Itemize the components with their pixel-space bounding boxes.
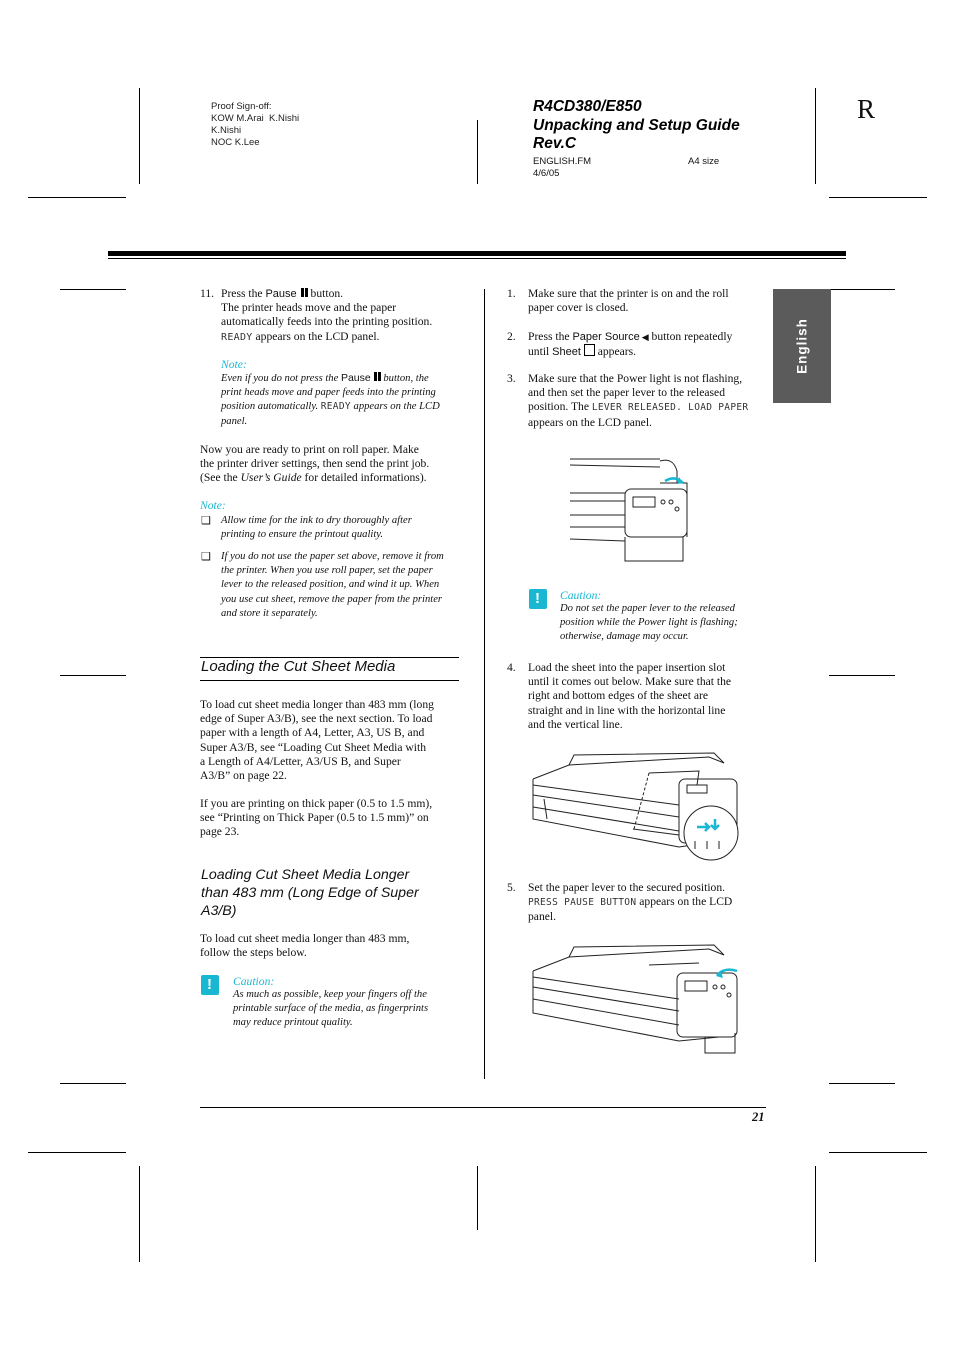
crop-mark xyxy=(139,1166,140,1262)
step-11 xyxy=(200,287,465,345)
proof-line: NOC K.Lee xyxy=(211,137,260,148)
printer-illustration-loading xyxy=(529,749,743,863)
crop-mark xyxy=(60,1083,126,1084)
crop-mark xyxy=(477,120,478,184)
text: If you are printing on thick paper (0.5 to 1.5 mm), xyxy=(200,797,433,810)
footer-rule xyxy=(200,1107,766,1108)
crop-mark xyxy=(829,289,895,290)
guide-title: User’s Guide xyxy=(240,471,302,485)
text: Now you are ready to print on roll paper. Make xyxy=(200,443,419,456)
step-3 xyxy=(507,372,772,430)
column-divider xyxy=(484,289,485,1079)
step-number: 11. xyxy=(200,287,215,300)
pause-key: Pause xyxy=(265,288,297,300)
crop-mark xyxy=(829,1083,895,1084)
paragraph xyxy=(200,932,465,960)
step-number: 1. xyxy=(507,287,516,300)
text: and store it separately. xyxy=(221,607,318,619)
step-1 xyxy=(507,287,772,315)
printer-illustration-secured xyxy=(529,941,743,1057)
text: may reduce printout quality. xyxy=(233,1017,353,1029)
note-1 xyxy=(221,358,471,429)
doc-title xyxy=(533,98,740,154)
text: a Length of A4/Letter, A3/US B, and Super xyxy=(200,754,401,768)
file-name: ENGLISH.FM xyxy=(533,156,592,167)
pause-key: Pause xyxy=(340,372,371,384)
note-label: Note: xyxy=(221,358,247,371)
text: panel. xyxy=(221,415,248,427)
lcd-text: PRESS PAUSE BUTTON xyxy=(528,897,637,909)
text: Press the xyxy=(221,287,266,300)
step-number: 5. xyxy=(507,881,516,894)
caution-label: Caution: xyxy=(560,589,602,602)
paper-source-key: Paper Source xyxy=(572,331,640,343)
section-rule xyxy=(200,680,459,681)
crop-mark xyxy=(28,1152,126,1153)
subsection-heading xyxy=(201,866,419,920)
doc-date: 4/6/05 xyxy=(533,168,560,179)
text: automatically feeds into the printing position. xyxy=(221,315,433,329)
step-2 xyxy=(507,330,772,359)
crop-mark xyxy=(139,88,140,184)
proof-line: K.Nishi xyxy=(211,125,242,136)
text: A3/B” on page 22. xyxy=(200,769,287,783)
text: Do not set the paper lever to the released xyxy=(560,603,735,614)
text: printable surface of the media, as fingerprints xyxy=(233,1003,429,1015)
crop-mark xyxy=(28,197,126,198)
lcd-text: LEVER RELEASED. LOAD PAPER xyxy=(591,402,749,414)
crop-mark xyxy=(815,88,816,184)
text: To load cut sheet media longer than 483 mm (long xyxy=(200,698,434,711)
crop-mark xyxy=(60,675,126,676)
text: follow the steps below. xyxy=(200,946,307,960)
doc-title-line: R4CD380/E850 xyxy=(533,98,642,115)
text: right and bottom edges of the sheet are xyxy=(528,689,708,703)
step-5 xyxy=(507,881,772,925)
text: ❑ Allow time for the ink to dry thoroughly after xyxy=(221,515,412,526)
caution-icon xyxy=(529,589,547,609)
pause-icon xyxy=(301,288,308,297)
text: appears on the LCD xyxy=(636,895,733,909)
proof-line: KOW M.Arai K.Nishi xyxy=(211,113,300,124)
step-number: 2. xyxy=(507,330,516,343)
text: panel. xyxy=(528,910,557,924)
text: button. xyxy=(307,287,344,300)
text: Load the sheet into the paper insertion slot xyxy=(528,661,726,674)
lcd-text: READY xyxy=(221,331,253,343)
text: A3/B) xyxy=(201,903,237,919)
text: appears on the LCD panel. xyxy=(528,415,652,429)
text: position automatically. xyxy=(221,401,321,413)
text: Make sure that the printer is on and the roll xyxy=(528,287,729,300)
text: the printer. When you use roll paper, set the paper xyxy=(221,565,433,577)
text: appears. xyxy=(594,345,637,359)
header-rule-thin xyxy=(108,258,846,259)
lcd-text: READY xyxy=(320,401,351,413)
text: button, the xyxy=(380,373,429,384)
doc-title-line: Rev.C xyxy=(533,135,577,152)
note-label: Note: xyxy=(200,499,226,512)
text: edge of Super A3/B), see the next section. To load xyxy=(200,712,433,726)
crop-mark xyxy=(829,675,895,676)
printer-illustration-released xyxy=(565,453,695,568)
proof-line: Proof Sign-off: xyxy=(211,101,272,112)
sheet-key: Sheet xyxy=(552,346,581,359)
text: Press the xyxy=(528,330,573,343)
text: appears on the LCD panel. xyxy=(252,329,380,343)
text: lever to the released position, and wind it up. When xyxy=(221,579,440,591)
paper-size: A4 size xyxy=(688,156,720,167)
section-heading: Loading the Cut Sheet Media xyxy=(201,658,396,675)
text: To load cut sheet media longer than 483 mm, xyxy=(200,932,410,945)
text: Even if you do not press the xyxy=(221,373,341,384)
note-item xyxy=(221,550,471,621)
caution-block xyxy=(233,975,473,1031)
header-rule xyxy=(108,251,846,256)
caution-block xyxy=(560,589,770,645)
step-number: 3. xyxy=(507,372,516,385)
step-number: 4. xyxy=(507,661,516,674)
text: ❑ If you do not use the paper set above, remove it from xyxy=(221,551,444,562)
page-number: 21 xyxy=(752,1110,765,1124)
note-item xyxy=(221,514,471,542)
paragraph xyxy=(200,698,465,783)
text: the printer driver settings, then send the print job. xyxy=(200,457,430,471)
text: Make sure that the Power light is not flashing, xyxy=(528,372,743,385)
text: button repeatedly xyxy=(648,330,733,343)
text: paper cover is closed. xyxy=(528,301,629,315)
text: position while the Power light is flashing; xyxy=(560,617,738,629)
text: The printer heads move and the paper xyxy=(221,301,397,315)
text: for detailed informations). xyxy=(301,471,427,485)
text: (See the xyxy=(200,471,241,485)
language-tab-label: English xyxy=(794,318,810,374)
crop-mark xyxy=(829,197,927,198)
text: otherwise, damage may occur. xyxy=(560,631,689,643)
text: than 483 mm (Long Edge of Super xyxy=(201,885,419,901)
text: until it comes out below. Make sure that the xyxy=(528,675,732,689)
text: see “Printing on Thick Paper (0.5 to 1.5 mm)” on xyxy=(200,811,429,825)
pause-icon xyxy=(374,372,381,381)
crop-mark xyxy=(815,1166,816,1262)
doc-title-line: Unpacking and Setup Guide xyxy=(533,116,740,134)
caution-label: Caution: xyxy=(233,975,275,988)
proof-signoff xyxy=(211,101,299,149)
text: until xyxy=(528,345,553,359)
text: print heads move and paper feeds into the printing xyxy=(221,387,436,399)
text: you use cut sheet, remove the paper from the printer xyxy=(221,593,443,605)
text: Super A3/B, see “Loading Cut Sheet Media with xyxy=(200,740,427,754)
text: straight and in line with the horizontal line xyxy=(528,703,726,717)
sheet-icon xyxy=(584,344,595,356)
text: page 23. xyxy=(200,825,240,839)
text: and the vertical line. xyxy=(528,717,623,731)
left-arrow-icon: ◀ xyxy=(641,332,649,342)
text: Loading Cut Sheet Media Longer xyxy=(201,867,410,883)
ready-paragraph xyxy=(200,443,465,486)
text: As much as possible, keep your fingers off the xyxy=(233,989,427,1000)
text: appears on the LCD xyxy=(350,401,440,413)
crop-mark xyxy=(60,289,126,290)
text: position. The xyxy=(528,400,592,414)
text: paper with a length of A4, Letter, A3, US B, and xyxy=(200,726,425,740)
text: Set the paper lever to the secured position. xyxy=(528,881,726,894)
caution-icon xyxy=(201,975,219,995)
text: printing to ensure the printout quality. xyxy=(221,529,384,541)
crop-mark xyxy=(829,1152,927,1153)
language-tab xyxy=(773,289,831,403)
paragraph xyxy=(200,797,465,840)
step-4 xyxy=(507,661,772,732)
text: and then set the paper lever to the released xyxy=(528,386,726,400)
crop-mark xyxy=(477,1166,478,1230)
corner-letter: R xyxy=(857,94,876,124)
